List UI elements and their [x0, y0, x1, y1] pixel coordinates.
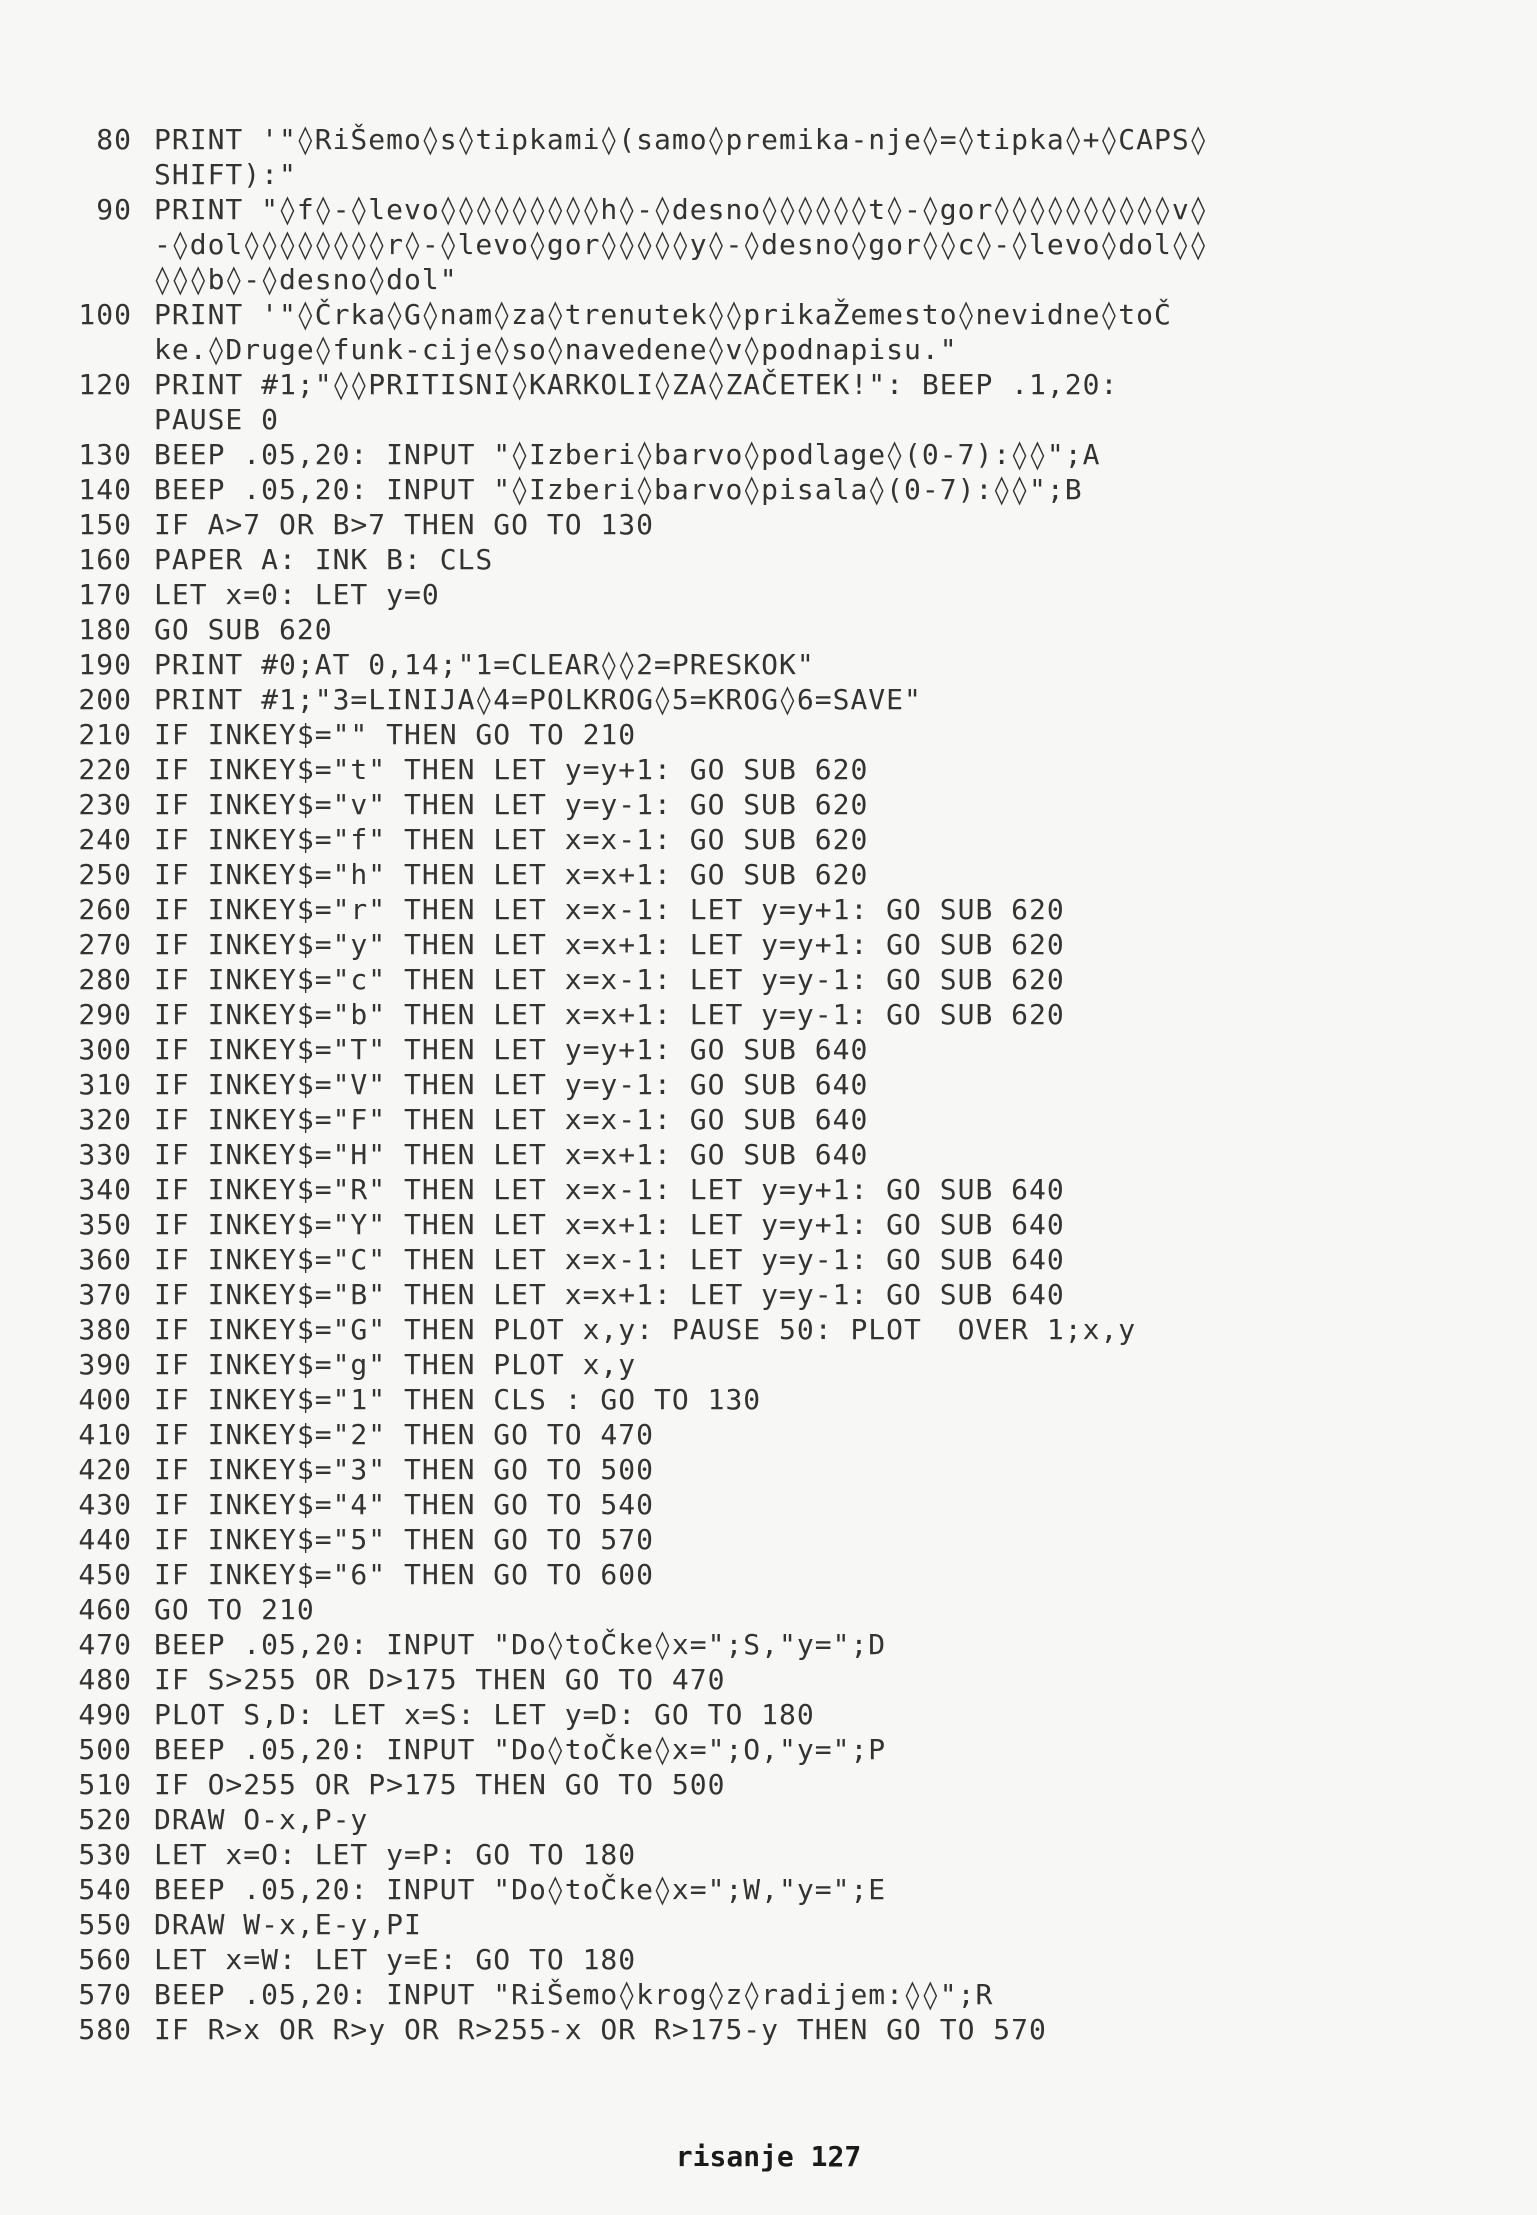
line-number: 580 [78, 2013, 132, 2046]
code-line [62, 682, 1482, 717]
code-line [62, 647, 1482, 682]
line-code: BEEP .05,20: INPUT "RiŠemo◊krog◊z◊radijem:◊◊";R [154, 1978, 994, 2011]
code-line [62, 192, 1482, 227]
line-code: PRINT #1;"3=LINIJA◊4=POLKROG◊5=KROG◊6=SAVE" [154, 683, 922, 716]
line-number: 130 [78, 438, 132, 471]
code-line [62, 787, 1482, 822]
code-line [62, 542, 1482, 577]
code-line-continuation: ◊◊◊b◊-◊desno◊dol" [154, 263, 458, 296]
line-number: 240 [78, 823, 132, 856]
code-line [62, 1277, 1482, 1312]
code-line [62, 1942, 1482, 1977]
line-number: 80 [96, 123, 132, 156]
line-code: PRINT #1;"◊◊PRITISNI◊KARKOLI◊ZA◊ZAČETEK!": BEEP .1,20: [154, 368, 1119, 401]
line-code: IF INKEY$="b" THEN LET x=x+1: LET y=y-1: GO SUB 620 [154, 998, 1065, 1031]
line-number: 210 [78, 718, 132, 751]
code-line [62, 1557, 1482, 1592]
line-number: 140 [78, 473, 132, 506]
line-number: 470 [78, 1628, 132, 1661]
line-code: IF INKEY$="y" THEN LET x=x+1: LET y=y+1: GO SUB 620 [154, 928, 1065, 961]
line-number: 410 [78, 1418, 132, 1451]
page-footer: risanje 127 [675, 2140, 862, 2173]
line-code: BEEP .05,20: INPUT "◊Izberi◊barvo◊pisala◊(0-7):◊◊";B [154, 473, 1083, 506]
code-line [62, 367, 1482, 402]
line-code: IF INKEY$="g" THEN PLOT x,y [154, 1348, 637, 1381]
line-number: 340 [78, 1173, 132, 1206]
code-line [62, 1907, 1482, 1942]
line-number: 420 [78, 1453, 132, 1486]
line-code: IF INKEY$="F" THEN LET x=x-1: GO SUB 640 [154, 1103, 869, 1136]
line-number: 250 [78, 858, 132, 891]
line-code: PRINT '"◊RiŠemo◊s◊tipkami◊(samo◊premika-nje◊=◊tipka◊+◊CAPS◊ [154, 123, 1208, 156]
line-number: 190 [78, 648, 132, 681]
line-code: IF INKEY$="T" THEN LET y=y+1: GO SUB 640 [154, 1033, 869, 1066]
line-code: IF INKEY$="H" THEN LET x=x+1: GO SUB 640 [154, 1138, 869, 1171]
line-code: PLOT S,D: LET x=S: LET y=D: GO TO 180 [154, 1698, 815, 1731]
line-code: PRINT #0;AT 0,14;"1=CLEAR◊◊2=PRESKOK" [154, 648, 815, 681]
code-line [62, 1837, 1482, 1872]
code-line [62, 1312, 1482, 1347]
code-line [62, 1032, 1482, 1067]
code-line [62, 1977, 1482, 2012]
line-code: BEEP .05,20: INPUT "Do◊toČke◊x=";S,"y=";D [154, 1628, 887, 1661]
code-line [62, 1452, 1482, 1487]
code-line [62, 1382, 1482, 1417]
code-line [62, 892, 1482, 927]
line-code: BEEP .05,20: INPUT "Do◊toČke◊x=";O,"y=";P [154, 1733, 887, 1766]
line-code: IF O>255 OR P>175 THEN GO TO 500 [154, 1768, 726, 1801]
line-code: DRAW W-x,E-y,PI [154, 1908, 422, 1941]
line-number: 300 [78, 1033, 132, 1066]
code-line [62, 507, 1482, 542]
line-code: PAPER A: INK B: CLS [154, 543, 494, 576]
line-number: 460 [78, 1593, 132, 1626]
line-code: IF INKEY$="h" THEN LET x=x+1: GO SUB 620 [154, 858, 869, 891]
line-code: DRAW O-x,P-y [154, 1803, 369, 1836]
code-line [62, 1522, 1482, 1557]
code-line [62, 1417, 1482, 1452]
code-line [62, 1242, 1482, 1277]
line-code: BEEP .05,20: INPUT "◊Izberi◊barvo◊podlage◊(0-7):◊◊";A [154, 438, 1101, 471]
line-code: GO SUB 620 [154, 613, 333, 646]
line-code: LET x=O: LET y=P: GO TO 180 [154, 1838, 637, 1871]
line-code: IF INKEY$="5" THEN GO TO 570 [154, 1523, 655, 1556]
line-number: 350 [78, 1208, 132, 1241]
line-code: IF INKEY$="V" THEN LET y=y-1: GO SUB 640 [154, 1068, 869, 1101]
line-code: IF INKEY$="C" THEN LET x=x-1: LET y=y-1: GO SUB 640 [154, 1243, 1065, 1276]
code-line-continuation: SHIFT):" [154, 158, 297, 191]
line-number: 400 [78, 1383, 132, 1416]
code-line [62, 577, 1482, 612]
line-code: PRINT '"◊Črka◊G◊nam◊za◊trenutek◊◊prikaŽemesto◊nevidne◊toČ [154, 298, 1172, 331]
code-line [62, 822, 1482, 857]
code-line [62, 717, 1482, 752]
line-code: IF INKEY$="4" THEN GO TO 540 [154, 1488, 655, 1521]
code-line [62, 472, 1482, 507]
line-number: 480 [78, 1663, 132, 1696]
line-code: IF S>255 OR D>175 THEN GO TO 470 [154, 1663, 726, 1696]
line-number: 440 [78, 1523, 132, 1556]
code-line [62, 997, 1482, 1032]
line-code: LET x=0: LET y=0 [154, 578, 440, 611]
code-line [62, 1487, 1482, 1522]
code-line [62, 1172, 1482, 1207]
line-number: 220 [78, 753, 132, 786]
code-line-continuation: -◊dol◊◊◊◊◊◊◊◊r◊-◊levo◊gor◊◊◊◊◊y◊-◊desno◊gor◊◊c◊-◊levo◊dol◊◊ [154, 228, 1208, 261]
code-line-continuation: PAUSE 0 [154, 403, 280, 436]
line-number: 230 [78, 788, 132, 821]
code-line [62, 1592, 1482, 1627]
line-number: 390 [78, 1348, 132, 1381]
code-line [62, 1802, 1482, 1837]
code-line [62, 1767, 1482, 1802]
line-number: 280 [78, 963, 132, 996]
line-number: 550 [78, 1908, 132, 1941]
line-number: 290 [78, 998, 132, 1031]
code-line [62, 1347, 1482, 1382]
line-number: 540 [78, 1873, 132, 1906]
line-code: IF INKEY$="3" THEN GO TO 500 [154, 1453, 655, 1486]
line-number: 310 [78, 1068, 132, 1101]
code-line [62, 1207, 1482, 1242]
line-number: 100 [78, 298, 132, 331]
line-code: IF INKEY$="Y" THEN LET x=x+1: LET y=y+1: GO SUB 640 [154, 1208, 1065, 1241]
line-number: 150 [78, 508, 132, 541]
line-code: IF INKEY$="f" THEN LET x=x-1: GO SUB 620 [154, 823, 869, 856]
line-code: IF INKEY$="G" THEN PLOT x,y: PAUSE 50: PLOT OVER 1;x,y [154, 1313, 1137, 1346]
code-line [62, 1732, 1482, 1767]
line-code: IF INKEY$="v" THEN LET y=y-1: GO SUB 620 [154, 788, 869, 821]
line-number: 560 [78, 1943, 132, 1976]
line-code: IF INKEY$="1" THEN CLS : GO TO 130 [154, 1383, 762, 1416]
code-line [62, 962, 1482, 997]
line-code: IF INKEY$="c" THEN LET x=x-1: LET y=y-1: GO SUB 620 [154, 963, 1065, 996]
code-line [62, 1697, 1482, 1732]
code-line [62, 1872, 1482, 1907]
line-number: 450 [78, 1558, 132, 1591]
code-line [62, 1662, 1482, 1697]
line-number: 500 [78, 1733, 132, 1766]
code-line [62, 1627, 1482, 1662]
code-line-continuation: ke.◊Druge◊funk-cije◊so◊navedene◊v◊podnapisu." [154, 333, 958, 366]
line-number: 260 [78, 893, 132, 926]
line-code: IF R>x OR R>y OR R>255-x OR R>175-y THEN GO TO 570 [154, 2013, 1047, 2046]
code-line [62, 437, 1482, 472]
code-line [62, 297, 1482, 332]
line-number: 120 [78, 368, 132, 401]
line-number: 180 [78, 613, 132, 646]
line-code: IF INKEY$="t" THEN LET y=y+1: GO SUB 620 [154, 753, 869, 786]
line-number: 490 [78, 1698, 132, 1731]
line-number: 90 [96, 193, 132, 226]
line-number: 370 [78, 1278, 132, 1311]
code-line [62, 1102, 1482, 1137]
line-number: 430 [78, 1488, 132, 1521]
line-number: 330 [78, 1138, 132, 1171]
code-line [62, 612, 1482, 647]
line-code: GO TO 210 [154, 1593, 315, 1626]
line-code: IF A>7 OR B>7 THEN GO TO 130 [154, 508, 655, 541]
line-number: 320 [78, 1103, 132, 1136]
line-number: 200 [78, 683, 132, 716]
basic-listing [62, 122, 1482, 2047]
line-code: IF INKEY$="" THEN GO TO 210 [154, 718, 637, 751]
code-line [62, 927, 1482, 962]
line-code: IF INKEY$="B" THEN LET x=x+1: LET y=y-1: GO SUB 640 [154, 1278, 1065, 1311]
line-number: 520 [78, 1803, 132, 1836]
line-code: IF INKEY$="2" THEN GO TO 470 [154, 1418, 655, 1451]
code-line [62, 1137, 1482, 1172]
code-line [62, 857, 1482, 892]
code-line [62, 752, 1482, 787]
line-number: 530 [78, 1838, 132, 1871]
code-line [62, 1067, 1482, 1102]
line-code: LET x=W: LET y=E: GO TO 180 [154, 1943, 637, 1976]
line-number: 160 [78, 543, 132, 576]
line-number: 360 [78, 1243, 132, 1276]
line-number: 510 [78, 1768, 132, 1801]
line-number: 270 [78, 928, 132, 961]
line-number: 170 [78, 578, 132, 611]
code-line [62, 2012, 1482, 2047]
line-code: BEEP .05,20: INPUT "Do◊toČke◊x=";W,"y=";E [154, 1873, 887, 1906]
code-line [62, 122, 1482, 157]
line-code: IF INKEY$="R" THEN LET x=x-1: LET y=y+1: GO SUB 640 [154, 1173, 1065, 1206]
line-code: IF INKEY$="r" THEN LET x=x-1: LET y=y+1: GO SUB 620 [154, 893, 1065, 926]
line-code: PRINT "◊f◊-◊levo◊◊◊◊◊◊◊◊◊h◊-◊desno◊◊◊◊◊◊t◊-◊gor◊◊◊◊◊◊◊◊◊◊v◊ [154, 193, 1208, 226]
line-number: 570 [78, 1978, 132, 2011]
line-number: 380 [78, 1313, 132, 1346]
line-code: IF INKEY$="6" THEN GO TO 600 [154, 1558, 655, 1591]
